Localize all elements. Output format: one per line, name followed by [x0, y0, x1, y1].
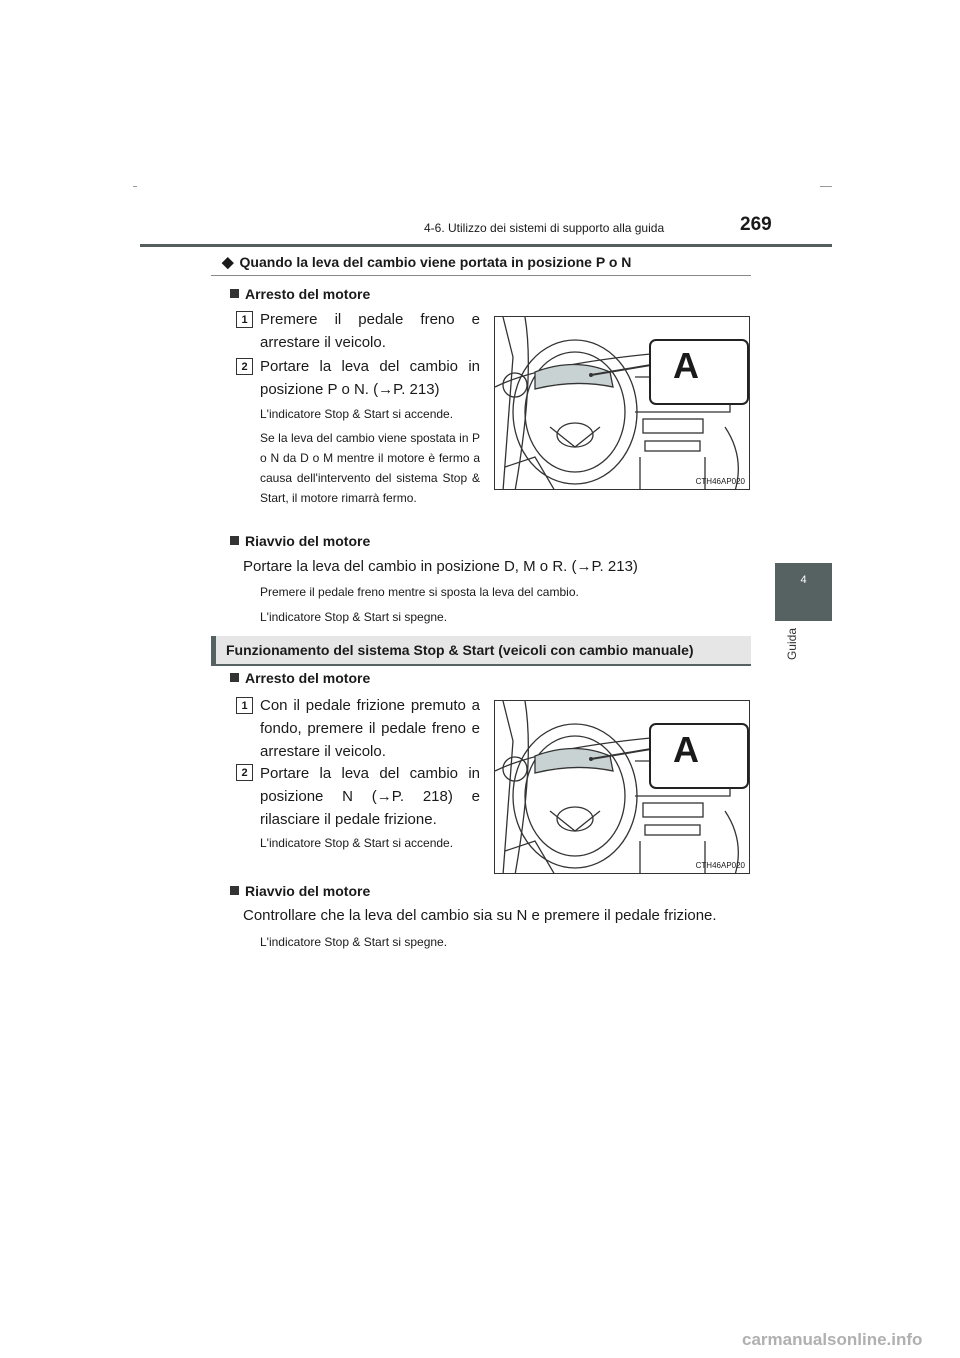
step-text: Premere il pedale freno e arrestare il veicolo. [260, 311, 480, 351]
restart-instruction: Portare la leva del cambio in posizione D, M o R. (→P. 213) [243, 558, 638, 575]
subsection-rule [211, 275, 751, 276]
note-text: L'indicatore Stop & Start si spegne. [260, 935, 448, 949]
chapter-label: Guida [785, 628, 799, 661]
section-title: Funzionamento del sistema Stop & Start (veicoli con cambio manuale) [226, 642, 694, 658]
note-text: L'indicatore Stop & Start si accende. [260, 836, 454, 850]
heading-text: Arresto del motore [245, 286, 371, 302]
square-bullet-icon [230, 886, 239, 895]
crop-mark-right [820, 186, 832, 187]
note-text: L'indicatore Stop & Start si accende. [260, 407, 454, 421]
step-number: 2 [236, 764, 253, 781]
subsection-title-text: Quando la leva del cambio viene portata in posizione P o N [239, 254, 632, 270]
step-text: Portare la leva del cambio in posizione P o N. (→P. 213) [260, 358, 480, 398]
square-bullet-icon [230, 289, 239, 298]
callout-box [649, 339, 749, 405]
heading-engine-restart [230, 533, 370, 549]
restart-instruction: Controllare che la leva del cambio sia su N e premere il pedale frizione. [243, 907, 717, 924]
heading-engine-stop [230, 286, 370, 302]
figure-code: CTH46AP020 [695, 477, 745, 486]
square-bullet-icon [230, 673, 239, 682]
step-text: Portare la leva del cambio in posizione N (→P. 218) e rilasciare il pedale frizione. [260, 765, 480, 828]
heading-text: Arresto del motore [245, 670, 371, 686]
figure-code: CTH46AP020 [695, 861, 745, 870]
page-number: 269 [740, 214, 772, 235]
chapter-tab [775, 563, 832, 621]
callout-box [649, 723, 749, 789]
step-number: 1 [236, 311, 253, 328]
square-bullet-icon [230, 536, 239, 545]
note-text: L'indicatore Stop & Start si spegne. [260, 610, 448, 624]
heading-engine-restart [230, 883, 370, 899]
note-text: Se la leva del cambio viene spostata in P o N da D o M mentre il motore è fermo a causa dell'intervento del sistema Stop & Start, il motore rimarrà fermo. [260, 431, 480, 505]
dashboard-illustration [494, 316, 750, 490]
callout-label: A [673, 729, 699, 770]
step-number: 2 [236, 358, 253, 375]
section-title-bar [211, 636, 751, 664]
heading-engine-stop [230, 670, 370, 686]
section-header: 4-6. Utilizzo dei sistemi di supporto alla guida [424, 221, 665, 235]
watermark: carmanualsonline.info [742, 1330, 923, 1349]
callout-label: A [673, 345, 699, 386]
step-text: Con il pedale frizione premuto a fondo, premere il pedale freno e arrestare il veicolo. [260, 697, 480, 760]
section-rule [211, 664, 751, 666]
dashboard-illustration [494, 700, 750, 874]
crop-mark-left [133, 186, 137, 187]
diamond-icon: ◆ [222, 254, 234, 271]
heading-text: Riavvio del motore [245, 533, 371, 549]
heading-text: Riavvio del motore [245, 883, 371, 899]
chapter-number: 4 [800, 574, 807, 586]
subsection-title [222, 253, 631, 271]
note-text: Premere il pedale freno mentre si sposta la leva del cambio. [260, 585, 579, 599]
step-number: 1 [236, 697, 253, 714]
header-rule [140, 244, 832, 247]
